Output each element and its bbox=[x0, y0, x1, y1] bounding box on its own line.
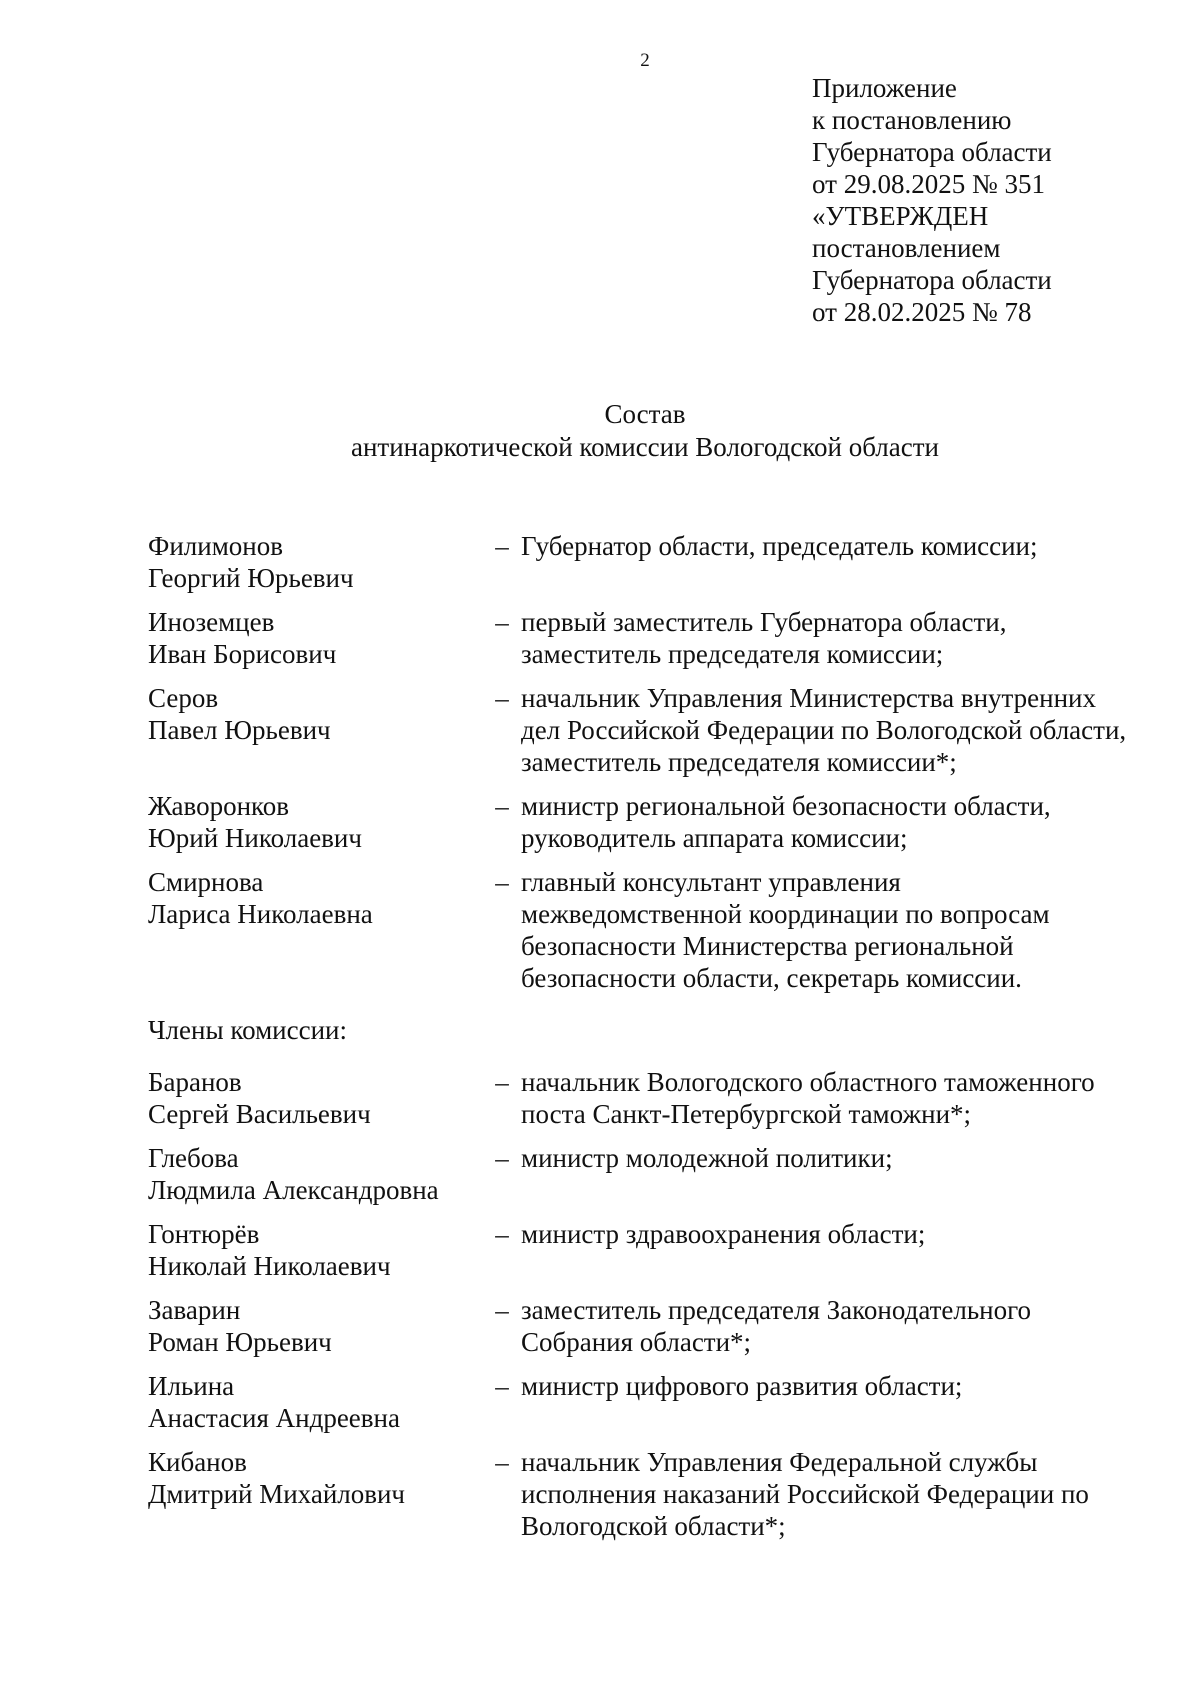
member-position bbox=[521, 1294, 1188, 1358]
position-line: министр региональной безопасности области, bbox=[521, 791, 1051, 821]
appendix-line: от 28.02.2025 № 78 bbox=[812, 297, 1032, 327]
dash-separator: – bbox=[495, 1067, 509, 1097]
member-surname: Гонтюрёв bbox=[148, 1219, 260, 1249]
member-name bbox=[148, 866, 483, 994]
position-line: Губернатор области, председатель комиссии; bbox=[521, 531, 1038, 561]
position-line: заместитель председателя комиссии; bbox=[521, 639, 944, 669]
dash-separator: – bbox=[495, 531, 509, 561]
member-surname: Кибанов bbox=[148, 1447, 247, 1477]
commission-composition bbox=[148, 530, 1188, 1554]
member-row bbox=[148, 1142, 1188, 1206]
position-line: Собрания области*; bbox=[521, 1327, 752, 1357]
leadership-list bbox=[148, 530, 1188, 994]
dash-separator: – bbox=[495, 867, 509, 897]
member-name bbox=[148, 682, 483, 778]
member-surname: Баранов bbox=[148, 1067, 242, 1097]
member-row bbox=[148, 1446, 1188, 1542]
member-given-names: Юрий Николаевич bbox=[148, 823, 362, 853]
member-given-names: Лариса Николаевна bbox=[148, 899, 373, 929]
member-row bbox=[148, 1066, 1188, 1130]
member-row bbox=[148, 790, 1188, 854]
member-position bbox=[521, 682, 1188, 778]
member-position bbox=[521, 1066, 1188, 1130]
member-position bbox=[521, 866, 1188, 994]
position-line: безопасности Министерства региональной bbox=[521, 931, 1014, 961]
member-given-names: Анастасия Андреевна bbox=[148, 1403, 400, 1433]
member-row bbox=[148, 866, 1188, 994]
page-number: 2 bbox=[640, 50, 650, 71]
position-line: первый заместитель Губернатора области, bbox=[521, 607, 1007, 637]
document-title bbox=[0, 398, 1200, 464]
position-line: министр здравоохранения области; bbox=[521, 1219, 926, 1249]
member-position bbox=[521, 530, 1188, 594]
member-surname: Заварин bbox=[148, 1295, 241, 1325]
position-line: межведомственной координации по вопросам bbox=[521, 899, 1050, 929]
position-line: начальник Вологодского областного таможенного bbox=[521, 1067, 1095, 1097]
member-position bbox=[521, 790, 1188, 854]
member-row bbox=[148, 1370, 1188, 1434]
member-name bbox=[148, 606, 483, 670]
title-line-1: Состав bbox=[604, 399, 686, 429]
member-surname: Смирнова bbox=[148, 867, 264, 897]
member-row bbox=[148, 682, 1188, 778]
member-name bbox=[148, 1446, 483, 1542]
member-given-names: Дмитрий Михайлович bbox=[148, 1479, 406, 1509]
member-surname: Глебова bbox=[148, 1143, 239, 1173]
dash-separator: – bbox=[495, 1143, 509, 1173]
dash-separator: – bbox=[495, 1447, 509, 1477]
title-line-2: антинаркотической комиссии Вологодской области bbox=[351, 432, 939, 462]
dash-separator: – bbox=[495, 791, 509, 821]
member-given-names: Георгий Юрьевич bbox=[148, 563, 354, 593]
position-line: поста Санкт-Петербургской таможни*; bbox=[521, 1099, 972, 1129]
position-line: начальник Управления Министерства внутренних bbox=[521, 683, 1096, 713]
position-line: министр молодежной политики; bbox=[521, 1143, 893, 1173]
member-given-names: Людмила Александровна bbox=[148, 1175, 439, 1205]
member-row bbox=[148, 1218, 1188, 1282]
member-given-names: Иван Борисович bbox=[148, 639, 337, 669]
member-given-names: Павел Юрьевич bbox=[148, 715, 331, 745]
appendix-line: Губернатора области bbox=[812, 265, 1052, 295]
member-row bbox=[148, 606, 1188, 670]
member-given-names: Николай Николаевич bbox=[148, 1251, 391, 1281]
appendix-line: от 29.08.2025 № 351 bbox=[812, 169, 1045, 199]
appendix-line: постановлением bbox=[812, 233, 1001, 263]
member-position bbox=[521, 1218, 1188, 1282]
member-surname: Иноземцев bbox=[148, 607, 275, 637]
member-name bbox=[148, 790, 483, 854]
position-line: дел Российской Федерации по Вологодской области, bbox=[521, 715, 1127, 745]
appendix-line: Приложение bbox=[812, 73, 957, 103]
dash-separator: – bbox=[495, 1219, 509, 1249]
position-line: начальник Управления Федеральной службы bbox=[521, 1447, 1038, 1477]
member-surname: Жаворонков bbox=[148, 791, 290, 821]
member-name bbox=[148, 1066, 483, 1130]
appendix-line: «УТВЕРЖДЕН bbox=[812, 201, 989, 231]
member-row bbox=[148, 530, 1188, 594]
dash-separator: – bbox=[495, 607, 509, 637]
member-given-names: Роман Юрьевич bbox=[148, 1327, 332, 1357]
dash-separator: – bbox=[495, 1295, 509, 1325]
member-surname: Ильина bbox=[148, 1371, 235, 1401]
position-line: Вологодской области*; bbox=[521, 1511, 786, 1541]
member-surname: Филимонов bbox=[148, 531, 283, 561]
member-name bbox=[148, 530, 483, 594]
member-position bbox=[521, 1142, 1188, 1206]
position-line: безопасности области, секретарь комиссии. bbox=[521, 963, 1022, 993]
dash-separator: – bbox=[495, 683, 509, 713]
members-label: Члены комиссии: bbox=[148, 1015, 347, 1045]
member-name bbox=[148, 1294, 483, 1358]
member-position bbox=[521, 1446, 1188, 1542]
appendix-line: к постановлению bbox=[812, 105, 1012, 135]
member-position bbox=[521, 606, 1188, 670]
dash-separator: – bbox=[495, 1371, 509, 1401]
appendix-line: Губернатора области bbox=[812, 137, 1052, 167]
position-line: руководитель аппарата комиссии; bbox=[521, 823, 908, 853]
appendix-block bbox=[812, 72, 1052, 328]
members-list bbox=[148, 1066, 1188, 1542]
member-name bbox=[148, 1370, 483, 1434]
position-line: заместитель председателя Законодательного bbox=[521, 1295, 1032, 1325]
member-row bbox=[148, 1294, 1188, 1358]
position-line: главный консультант управления bbox=[521, 867, 901, 897]
member-name bbox=[148, 1218, 483, 1282]
member-given-names: Сергей Васильевич bbox=[148, 1099, 371, 1129]
position-line: заместитель председателя комиссии*; bbox=[521, 747, 957, 777]
member-position bbox=[521, 1370, 1188, 1434]
member-name bbox=[148, 1142, 483, 1206]
position-line: министр цифрового развития области; bbox=[521, 1371, 963, 1401]
position-line: исполнения наказаний Российской Федерации по bbox=[521, 1479, 1089, 1509]
member-surname: Серов bbox=[148, 683, 219, 713]
